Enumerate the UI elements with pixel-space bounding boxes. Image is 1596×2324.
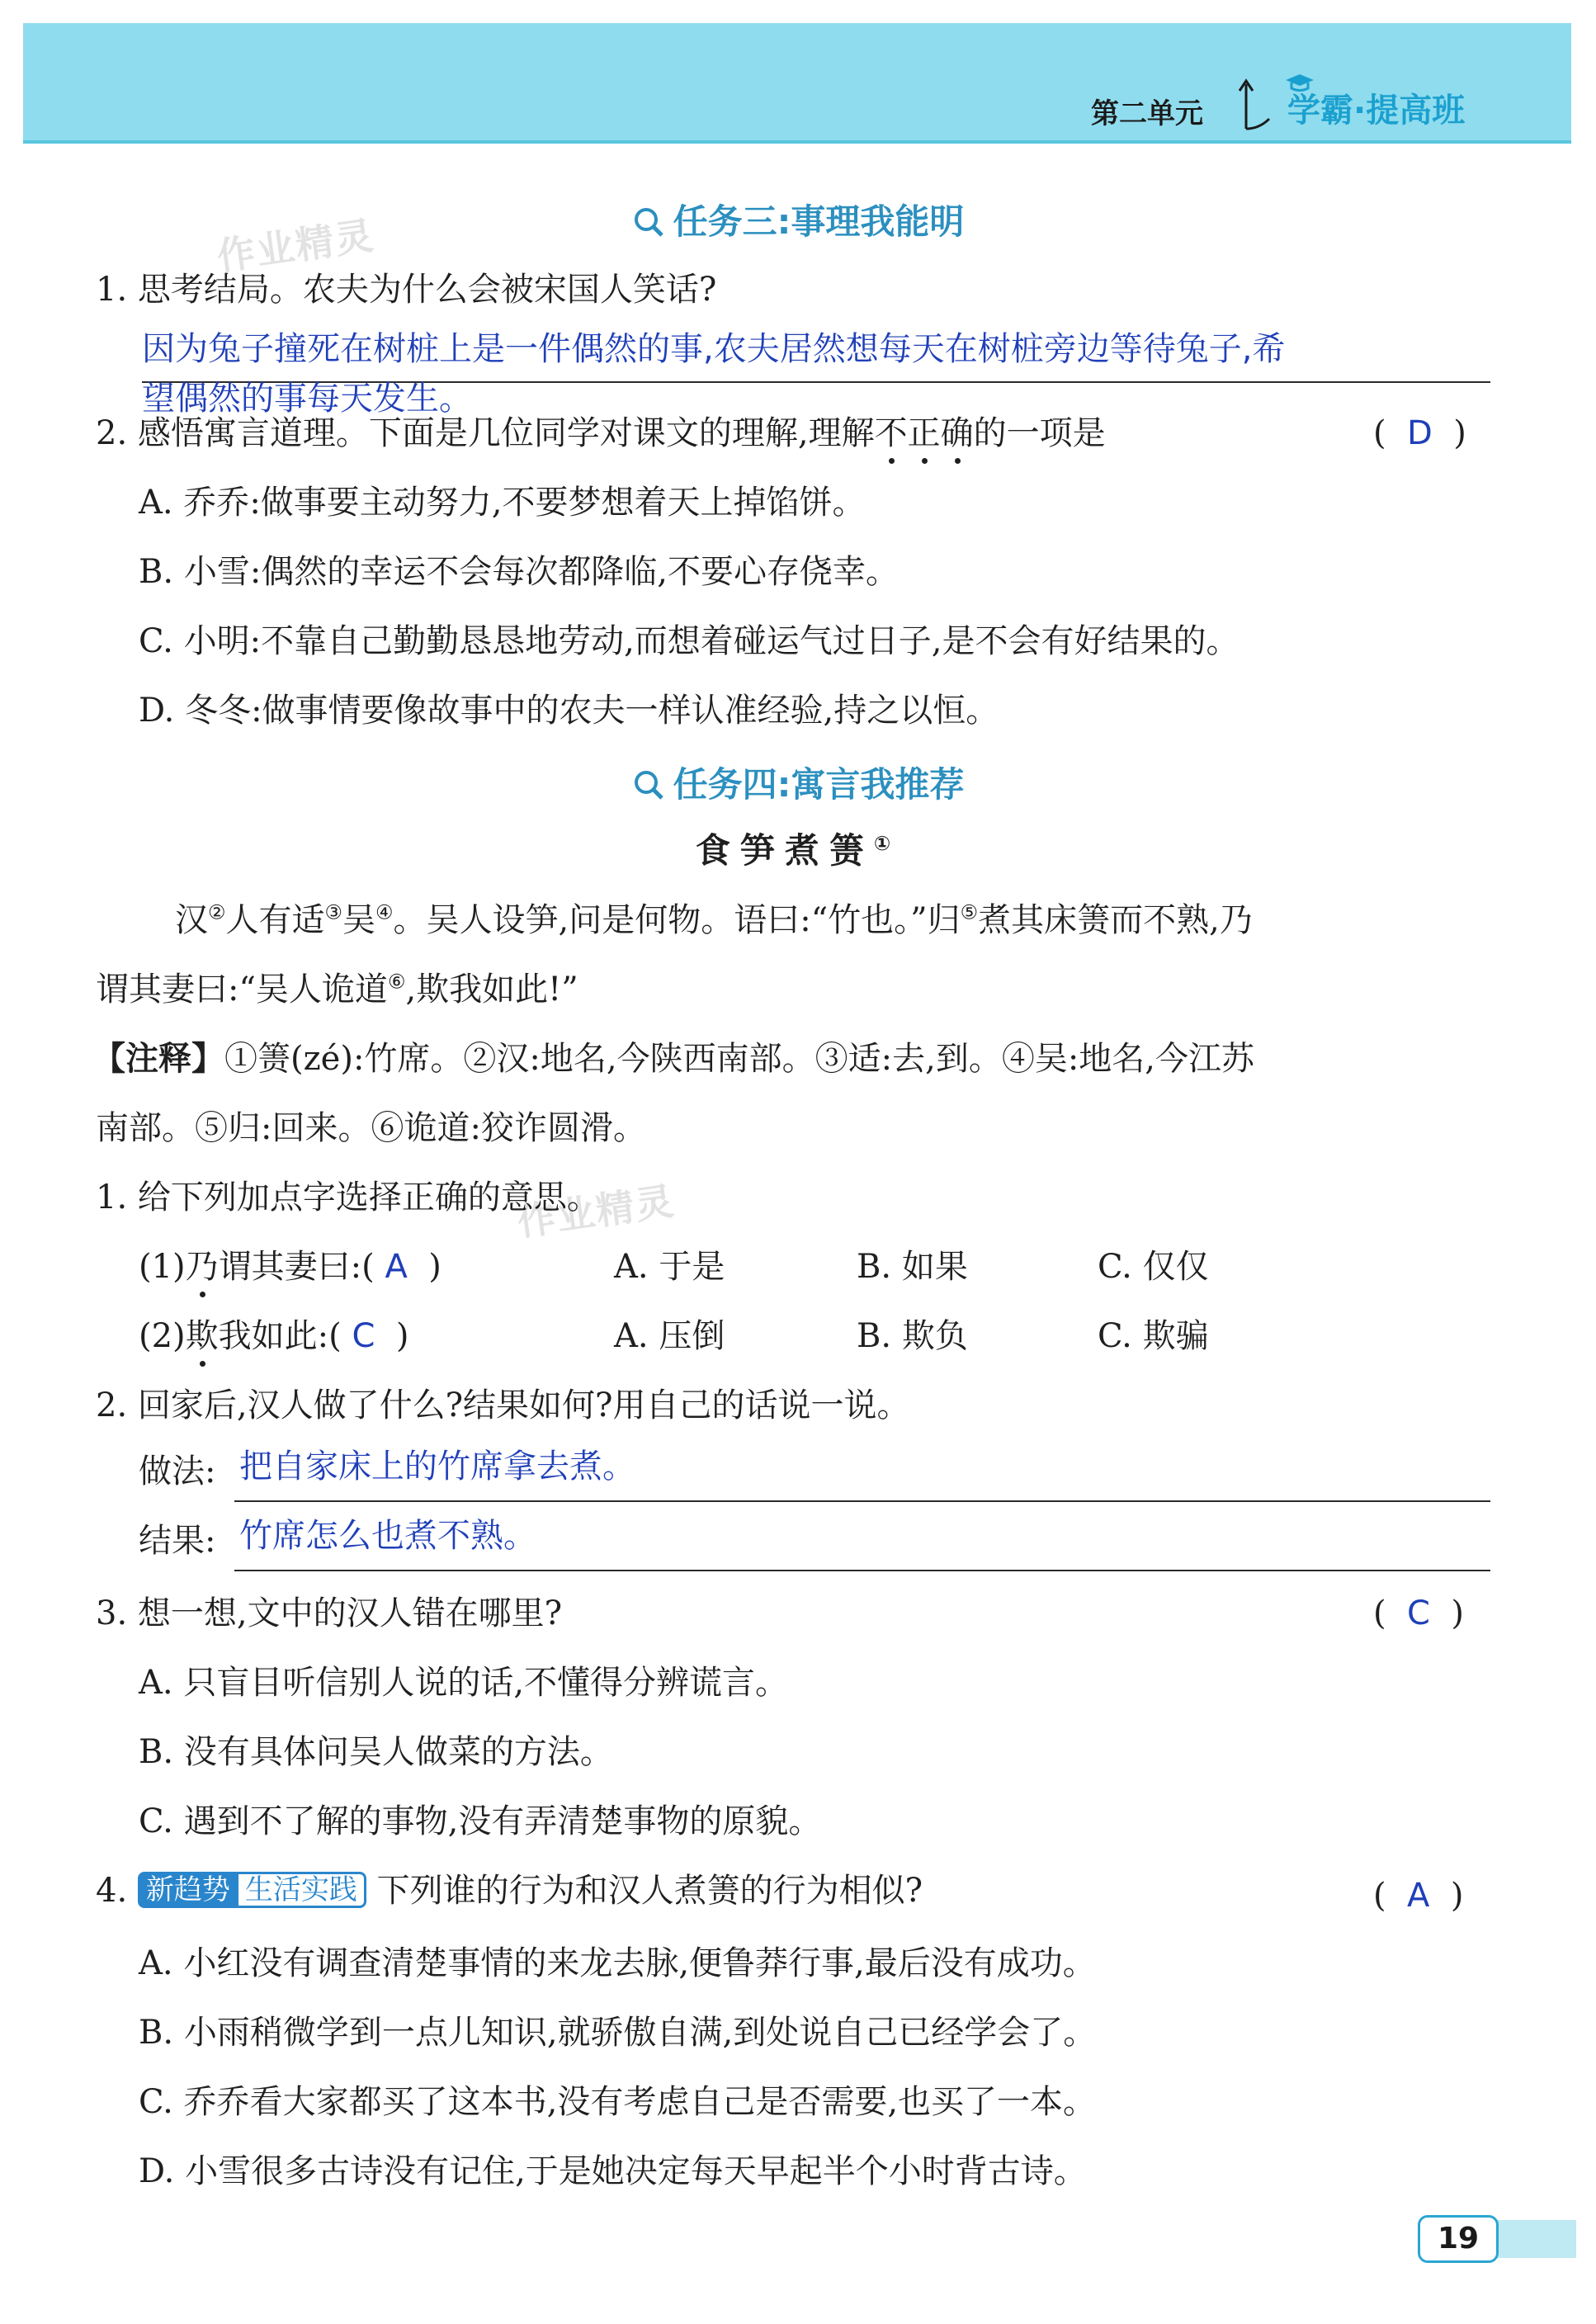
watermark: 作业精灵	[214, 212, 378, 280]
notes-line: 南部。⑤归:回来。⑥诡道:狡诈圆滑。	[96, 1109, 646, 1147]
answer-underline	[234, 1570, 1490, 1571]
emphasis-char: 不	[874, 414, 908, 452]
question-text: 4. 新趋势 生活实践 下列谁的行为和汉人煮箦的行为相似?	[96, 1872, 923, 1910]
question-text: 1. 给下列加点字选择正确的意思。	[96, 1179, 600, 1216]
notes-line: 【注释】①箦(zé):竹席。②汉:地名,今陕西南部。③适:去,到。④吴:地名,今江苏	[92, 1040, 1255, 1078]
answer-underline	[234, 1500, 1490, 1502]
answer-parentheses: ( A )	[1373, 1877, 1464, 1915]
task4-heading: 任务四:寓言我推荐	[0, 758, 1596, 807]
option-text: D. 小雪很多古诗没有记住,于是她决定每天早起半个小时背古诗。	[139, 2152, 1087, 2190]
trend-tag: 新趋势	[138, 1872, 238, 1908]
answer-text: 因为兔子撞死在树桩上是一件偶然的事,农夫居然想每天在树桩旁边等待兔子,希	[142, 330, 1286, 368]
option-text: C. 小明:不靠自己勤勤恳恳地劳动,而想着碰运气过日子,是不会有好结果的。	[139, 622, 1239, 660]
passage-line: 汉②人有适③吴④。吴人设笋,问是何物。语曰:“竹也。”归⑤煮其床箦而不熟,乃	[175, 900, 1253, 939]
emphasis-char: 乃	[185, 1248, 219, 1286]
unit-label: 第二单元	[1091, 97, 1203, 130]
answer-text: 竹席怎么也煮不熟。	[239, 1517, 536, 1555]
option-text: B. 欺负	[857, 1317, 968, 1355]
task3-heading: 任务三:事理我能明	[0, 195, 1596, 244]
option-text: C. 乔乔看大家都买了这本书,没有考虑自己是否需要,也买了一本。	[139, 2083, 1097, 2121]
option-text: B. 没有具体问吴人做菜的方法。	[139, 1733, 613, 1771]
option-text: A. 小红没有调查清楚事情的来龙去脉,便鲁莽行事,最后没有成功。	[139, 1944, 1096, 1982]
option-text: A. 乔乔:做事要主动努力,不要梦想着天上掉馅饼。	[139, 484, 866, 522]
option-text: A. 只盲目听信别人说的话,不懂得分辨谎言。	[139, 1664, 789, 1702]
brand-title: 学霸·提高班	[1287, 92, 1466, 130]
option-text: B. 小雨稍微学到一点儿知识,就骄傲自满,到处说自己已经学会了。	[139, 2014, 1097, 2052]
option-text: B. 如果	[857, 1248, 968, 1286]
answer-parentheses: ( D )	[1373, 414, 1466, 452]
answer-letter: D	[1407, 414, 1433, 452]
emphasis-char: 确	[940, 414, 974, 452]
option-text: C. 欺骗	[1098, 1317, 1209, 1355]
answer-parentheses: ( C )	[1373, 1594, 1465, 1632]
question-text: 2. 感悟寓言道理。下面是几位同学对课文的理解,理解不正确的一项是	[96, 414, 1106, 452]
sub-question: (1)乃谓其妻曰:( A )	[139, 1248, 441, 1286]
answer-letter: C	[352, 1317, 375, 1355]
passage-title: 食笋煮箦①	[695, 830, 901, 871]
magnifier-icon	[632, 205, 665, 239]
answer-letter: A	[1407, 1877, 1430, 1915]
notes-label: 【注释】	[92, 1040, 224, 1078]
watermark: 作业精灵	[514, 1178, 678, 1245]
up-arrow-icon	[1235, 76, 1273, 132]
answer-letter: A	[385, 1248, 408, 1286]
answer-label: 结果:	[139, 1522, 216, 1560]
option-text: D. 冬冬:做事情要像故事中的农夫一样认准经验,持之以恒。	[139, 692, 999, 730]
option-text: C. 仅仅	[1098, 1248, 1209, 1286]
magnifier-icon	[632, 768, 665, 801]
emphasis-char: 正	[907, 414, 941, 452]
page-number: 19	[1418, 2215, 1499, 2263]
passage-line: 谓其妻曰:“吴人诡道⑥,欺我如此!”	[96, 970, 578, 1008]
question-text: 2. 回家后,汉人做了什么?结果如何?用自己的话说一说。	[96, 1386, 910, 1424]
option-text: C. 遇到不了解的事物,没有弄清楚事物的原貌。	[139, 1802, 822, 1840]
question-text: 3. 想一想,文中的汉人错在哪里?	[96, 1594, 563, 1632]
option-text: B. 小雪:偶然的幸运不会每次都降临,不要心存侥幸。	[139, 553, 900, 591]
answer-label: 做法:	[139, 1452, 216, 1490]
answer-text: 望偶然的事每天发生。	[142, 380, 472, 418]
sub-question: (2)欺我如此:( C )	[139, 1317, 409, 1355]
page-number-bar	[1490, 2220, 1576, 2258]
question-text: 1. 思考结局。农夫为什么会被宋国人笑话?	[96, 271, 717, 309]
answer-letter: C	[1407, 1594, 1430, 1632]
answer-text: 把自家床上的竹席拿去煮。	[239, 1448, 635, 1486]
option-text: A. 压倒	[614, 1317, 725, 1355]
emphasis-char: 欺	[185, 1317, 219, 1355]
option-text: A. 于是	[614, 1248, 725, 1286]
practice-tag: 生活实践	[238, 1872, 366, 1908]
